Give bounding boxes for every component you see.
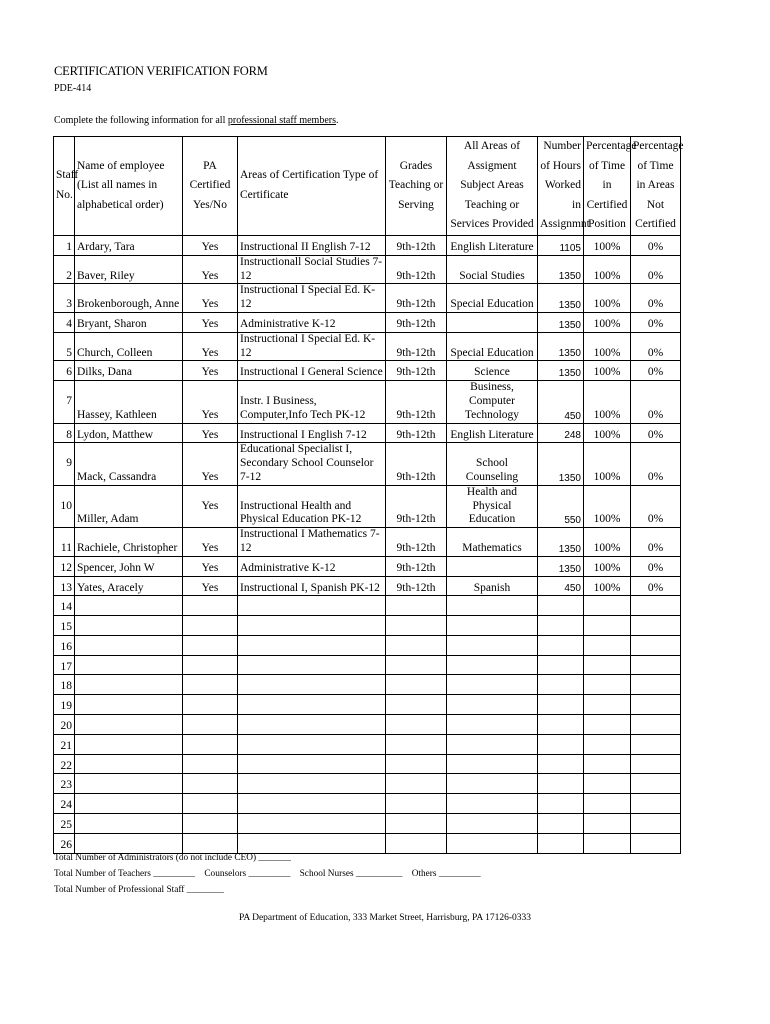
table-row-empty (54, 655, 681, 675)
staff-no-cell: 4 (54, 312, 75, 332)
empty-cell (238, 794, 386, 814)
grades-cell: 9th-12th (386, 381, 447, 423)
staff-no-cell: 2 (54, 255, 75, 284)
empty-cell (75, 655, 183, 675)
pct-not-certified-cell: 0% (631, 332, 681, 361)
total-professional-staff-line: Total Number of Professional Staff ________ (54, 885, 224, 895)
table-row (54, 235, 681, 255)
grades-cell: 9th-12th (386, 576, 447, 596)
pct-not-certified-cell: 0% (631, 312, 681, 332)
empty-cell (238, 635, 386, 655)
table-row-empty (54, 754, 681, 774)
table-row (54, 255, 681, 284)
pa-certified-cell: Yes (183, 423, 238, 443)
hours-cell: 1105 (538, 235, 584, 255)
table-row (54, 528, 681, 557)
certification-cell: Instructional I Special Ed. K-12 (238, 332, 386, 361)
employee-name-cell: Hassey, Kathleen (75, 381, 183, 423)
table-row-empty (54, 695, 681, 715)
staff-no-cell: 6 (54, 361, 75, 381)
pct-certified-cell: 100% (584, 332, 631, 361)
pa-certified-cell: Yes (183, 235, 238, 255)
empty-cell (386, 675, 447, 695)
totals-section (54, 850, 481, 898)
staff-no-cell: 10 (54, 485, 75, 527)
instructions-underlined: professional staff members (227, 115, 336, 126)
empty-cell (631, 655, 681, 675)
table-row-empty (54, 715, 681, 735)
empty-cell (584, 635, 631, 655)
hours-cell: 248 (538, 423, 584, 443)
staff-no-cell: 16 (54, 635, 75, 655)
empty-cell (238, 814, 386, 834)
hours-cell: 1350 (538, 528, 584, 557)
empty-cell (183, 774, 238, 794)
empty-cell (538, 695, 584, 715)
pct-not-certified-cell: 0% (631, 556, 681, 576)
empty-cell (75, 774, 183, 794)
hours-cell: 1350 (538, 332, 584, 361)
empty-cell (183, 754, 238, 774)
col-header-pct-not-certified: Percentage of Time in Areas Not Certified (631, 137, 681, 236)
empty-cell (584, 774, 631, 794)
table-row (54, 312, 681, 332)
empty-cell (631, 833, 681, 853)
col-header-grades: Grades Teaching or Serving (386, 137, 447, 236)
pct-not-certified-cell: 0% (631, 255, 681, 284)
subject-areas-cell: Mathematics (447, 528, 538, 557)
pct-not-certified-cell: 0% (631, 381, 681, 423)
subject-areas-cell: Science (447, 361, 538, 381)
pct-not-certified-cell: 0% (631, 576, 681, 596)
certification-cell: Instructional I English 7-12 (238, 423, 386, 443)
employee-name-cell: Baver, Riley (75, 255, 183, 284)
empty-cell (538, 616, 584, 636)
col-header-areas-certification: Areas of Certification Type of Certificate (238, 137, 386, 236)
empty-cell (386, 655, 447, 675)
empty-cell (584, 655, 631, 675)
empty-cell (584, 814, 631, 834)
empty-cell (386, 715, 447, 735)
empty-cell (75, 754, 183, 774)
form-code: PDE-414 (54, 83, 92, 94)
empty-cell (584, 734, 631, 754)
empty-cell (538, 715, 584, 735)
pct-not-certified-cell: 0% (631, 485, 681, 527)
employee-name-cell: Lydon, Matthew (75, 423, 183, 443)
staff-no-cell: 3 (54, 284, 75, 313)
empty-cell (75, 596, 183, 616)
staff-no-cell: 25 (54, 814, 75, 834)
empty-cell (447, 814, 538, 834)
table-row-empty (54, 616, 681, 636)
grades-cell: 9th-12th (386, 361, 447, 381)
form-title: CERTIFICATION VERIFICATION FORM (54, 64, 268, 78)
col-header-all-areas: All Areas of Assigment Subject Areas Teaching or Services Provided (447, 137, 538, 236)
empty-cell (584, 833, 631, 853)
pa-certified-cell: Yes (183, 255, 238, 284)
empty-cell (447, 596, 538, 616)
empty-cell (631, 715, 681, 735)
staff-no-cell: 5 (54, 332, 75, 361)
empty-cell (584, 715, 631, 735)
empty-cell (75, 794, 183, 814)
pct-certified-cell: 100% (584, 576, 631, 596)
pct-not-certified-cell: 0% (631, 443, 681, 485)
employee-name-cell: Brokenborough, Anne (75, 284, 183, 313)
empty-cell (538, 794, 584, 814)
employee-name-cell: Miller, Adam (75, 485, 183, 527)
grades-cell: 9th-12th (386, 423, 447, 443)
empty-cell (183, 695, 238, 715)
certification-cell: Instructional I, Spanish PK-12 (238, 576, 386, 596)
staff-no-cell: 13 (54, 576, 75, 596)
grades-cell: 9th-12th (386, 443, 447, 485)
empty-cell (631, 635, 681, 655)
empty-cell (631, 616, 681, 636)
staff-no-cell: 9 (54, 443, 75, 485)
col-header-staff-no: Staff No. (54, 137, 75, 236)
staff-no-cell: 15 (54, 616, 75, 636)
total-administrators-line: Total Number of Administrators (do not include CEO) _______ (54, 853, 291, 863)
employee-name-cell: Church, Colleen (75, 332, 183, 361)
empty-cell (238, 734, 386, 754)
empty-cell (631, 734, 681, 754)
staff-no-cell: 22 (54, 754, 75, 774)
subject-areas-cell: School Counseling (447, 443, 538, 485)
pct-certified-cell: 100% (584, 528, 631, 557)
empty-cell (238, 695, 386, 715)
pa-certified-cell: Yes (183, 485, 238, 527)
empty-cell (538, 774, 584, 794)
empty-cell (631, 675, 681, 695)
table-row (54, 556, 681, 576)
empty-cell (538, 635, 584, 655)
pct-certified-cell: 100% (584, 556, 631, 576)
empty-cell (386, 734, 447, 754)
empty-cell (631, 814, 681, 834)
empty-cell (584, 754, 631, 774)
instructions-prefix: Complete the following information for all (54, 115, 228, 126)
total-others: Others _________ (411, 869, 481, 879)
empty-cell (447, 695, 538, 715)
empty-cell (386, 695, 447, 715)
subject-areas-cell: Special Education (447, 332, 538, 361)
certification-cell: Administrative K-12 (238, 312, 386, 332)
pct-certified-cell: 100% (584, 485, 631, 527)
employee-name-cell: Dilks, Dana (75, 361, 183, 381)
grades-cell: 9th-12th (386, 528, 447, 557)
pa-certified-cell: Yes (183, 556, 238, 576)
table-row-empty (54, 774, 681, 794)
pa-certified-cell: Yes (183, 443, 238, 485)
hours-cell: 450 (538, 381, 584, 423)
empty-cell (447, 635, 538, 655)
empty-cell (238, 655, 386, 675)
empty-cell (386, 794, 447, 814)
staff-no-cell: 7 (54, 381, 75, 423)
certification-cell: Administrative K-12 (238, 556, 386, 576)
grades-cell: 9th-12th (386, 332, 447, 361)
staff-no-cell: 18 (54, 675, 75, 695)
staff-no-cell: 11 (54, 528, 75, 557)
empty-cell (183, 715, 238, 735)
empty-cell (538, 734, 584, 754)
pct-certified-cell: 100% (584, 284, 631, 313)
empty-cell (183, 794, 238, 814)
hours-cell: 1350 (538, 312, 584, 332)
table-row (54, 443, 681, 485)
empty-cell (238, 596, 386, 616)
total-teachers: Total Number of Teachers _________ (54, 869, 196, 879)
pct-certified-cell: 100% (584, 361, 631, 381)
instructions-suffix: . (335, 115, 339, 126)
grades-cell: 9th-12th (386, 235, 447, 255)
col-header-pa-certified: PA Certified Yes/No (183, 137, 238, 236)
staff-no-cell: 8 (54, 423, 75, 443)
header-row (54, 137, 681, 236)
pa-certified-cell: Yes (183, 528, 238, 557)
empty-cell (538, 675, 584, 695)
staff-no-cell: 1 (54, 235, 75, 255)
empty-cell (75, 635, 183, 655)
certification-cell: Instr. I Business, Computer,Info Tech PK-12 (238, 381, 386, 423)
employee-name-cell: Bryant, Sharon (75, 312, 183, 332)
pct-certified-cell: 100% (584, 423, 631, 443)
instructions (54, 115, 338, 126)
empty-cell (631, 596, 681, 616)
table-row (54, 361, 681, 381)
empty-cell (238, 774, 386, 794)
empty-cell (386, 754, 447, 774)
empty-cell (238, 754, 386, 774)
empty-cell (75, 715, 183, 735)
hours-cell: 1350 (538, 443, 584, 485)
pct-certified-cell: 100% (584, 381, 631, 423)
employee-name-cell: Spencer, John W (75, 556, 183, 576)
grades-cell: 9th-12th (386, 284, 447, 313)
pct-not-certified-cell: 0% (631, 284, 681, 313)
pct-certified-cell: 100% (584, 255, 631, 284)
hours-cell: 450 (538, 576, 584, 596)
certification-cell: Instructional II English 7-12 (238, 235, 386, 255)
empty-cell (386, 616, 447, 636)
certification-cell: Instructional I Mathematics 7-12 (238, 528, 386, 557)
empty-cell (183, 635, 238, 655)
employee-name-cell: Rachiele, Christopher (75, 528, 183, 557)
table-row-empty (54, 675, 681, 695)
empty-cell (447, 734, 538, 754)
subject-areas-cell: Health and Physical Education (447, 485, 538, 527)
empty-cell (75, 734, 183, 754)
employee-name-cell: Yates, Aracely (75, 576, 183, 596)
pct-certified-cell: 100% (584, 443, 631, 485)
total-school-nurses: School Nurses __________ (299, 869, 403, 879)
empty-cell (75, 616, 183, 636)
empty-cell (386, 774, 447, 794)
table-row (54, 332, 681, 361)
grades-cell: 9th-12th (386, 255, 447, 284)
empty-cell (238, 675, 386, 695)
table-row-empty (54, 596, 681, 616)
grades-cell: 9th-12th (386, 485, 447, 527)
subject-areas-cell: English Literature (447, 423, 538, 443)
empty-cell (447, 616, 538, 636)
empty-cell (447, 754, 538, 774)
empty-cell (584, 616, 631, 636)
table-row-empty (54, 734, 681, 754)
pct-certified-cell: 100% (584, 312, 631, 332)
certification-cell: Instructional I Special Ed. K-12 (238, 284, 386, 313)
hours-cell: 1350 (538, 556, 584, 576)
empty-cell (183, 814, 238, 834)
pa-certified-cell: Yes (183, 284, 238, 313)
pa-certified-cell: Yes (183, 312, 238, 332)
table-row (54, 284, 681, 313)
empty-cell (183, 596, 238, 616)
staff-no-cell: 17 (54, 655, 75, 675)
total-counselors: Counselors _________ (204, 869, 291, 879)
grades-cell: 9th-12th (386, 556, 447, 576)
subject-areas-cell: Social Studies (447, 255, 538, 284)
staff-no-cell: 19 (54, 695, 75, 715)
empty-cell (631, 754, 681, 774)
footer-address: PA Department of Education, 333 Market Street, Harrisburg, PA 17126-0333 (238, 913, 531, 923)
empty-cell (183, 655, 238, 675)
staff-no-cell: 14 (54, 596, 75, 616)
subject-areas-cell (447, 556, 538, 576)
pa-certified-cell: Yes (183, 576, 238, 596)
empty-cell (631, 695, 681, 715)
empty-cell (631, 794, 681, 814)
empty-cell (447, 675, 538, 695)
staff-no-cell: 21 (54, 734, 75, 754)
staff-no-cell: 26 (54, 833, 75, 853)
empty-cell (538, 754, 584, 774)
pct-not-certified-cell: 0% (631, 361, 681, 381)
empty-cell (183, 675, 238, 695)
empty-cell (538, 833, 584, 853)
hours-cell: 1350 (538, 361, 584, 381)
empty-cell (75, 695, 183, 715)
subject-areas-cell: Special Education (447, 284, 538, 313)
col-header-pct-certified: Percentage of Time in Certified Position (584, 137, 631, 236)
empty-cell (584, 675, 631, 695)
hours-cell: 1350 (538, 284, 584, 313)
col-header-name: Name of employee (List all names in alphabetical order) (75, 137, 183, 236)
table-row (54, 381, 681, 423)
subject-areas-cell: English Literature (447, 235, 538, 255)
table-row (54, 576, 681, 596)
hours-cell: 1350 (538, 255, 584, 284)
empty-cell (183, 616, 238, 636)
employee-name-cell: Ardary, Tara (75, 235, 183, 255)
empty-cell (386, 635, 447, 655)
pa-certified-cell: Yes (183, 381, 238, 423)
empty-cell (238, 715, 386, 735)
employee-name-cell: Mack, Cassandra (75, 443, 183, 485)
staff-no-cell: 12 (54, 556, 75, 576)
empty-cell (386, 814, 447, 834)
empty-cell (447, 774, 538, 794)
pa-certified-cell: Yes (183, 332, 238, 361)
staff-table (53, 136, 684, 854)
empty-cell (538, 655, 584, 675)
subject-areas-cell (447, 312, 538, 332)
empty-cell (584, 695, 631, 715)
empty-cell (386, 596, 447, 616)
pct-not-certified-cell: 0% (631, 235, 681, 255)
empty-cell (238, 616, 386, 636)
staff-no-cell: 20 (54, 715, 75, 735)
hours-cell: 550 (538, 485, 584, 527)
table-row-empty (54, 814, 681, 834)
empty-cell (75, 814, 183, 834)
certification-cell: Educational Specialist I, Secondary School Counselor 7-12 (238, 443, 386, 485)
pct-certified-cell: 100% (584, 235, 631, 255)
pa-certified-cell: Yes (183, 361, 238, 381)
subject-areas-cell: Spanish (447, 576, 538, 596)
pct-not-certified-cell: 0% (631, 528, 681, 557)
staff-no-cell: 23 (54, 774, 75, 794)
empty-cell (447, 794, 538, 814)
table-row (54, 485, 681, 527)
table-row-empty (54, 635, 681, 655)
empty-cell (538, 596, 584, 616)
empty-cell (631, 774, 681, 794)
table-row-empty (54, 794, 681, 814)
subject-areas-cell: Business, Computer Technology (447, 381, 538, 423)
empty-cell (75, 675, 183, 695)
empty-cell (584, 794, 631, 814)
grades-cell: 9th-12th (386, 312, 447, 332)
certification-cell: Instructionall Social Studies 7-12 (238, 255, 386, 284)
staff-category-line (54, 866, 481, 882)
col-header-hours: Number of Hours Worked in Assignmnt (538, 137, 584, 236)
pct-not-certified-cell: 0% (631, 423, 681, 443)
certification-cell: Instructional Health and Physical Education PK-12 (238, 485, 386, 527)
certification-cell: Instructional I General Science (238, 361, 386, 381)
table-row (54, 423, 681, 443)
staff-no-cell: 24 (54, 794, 75, 814)
empty-cell (447, 655, 538, 675)
empty-cell (183, 734, 238, 754)
empty-cell (447, 715, 538, 735)
empty-cell (584, 596, 631, 616)
empty-cell (538, 814, 584, 834)
